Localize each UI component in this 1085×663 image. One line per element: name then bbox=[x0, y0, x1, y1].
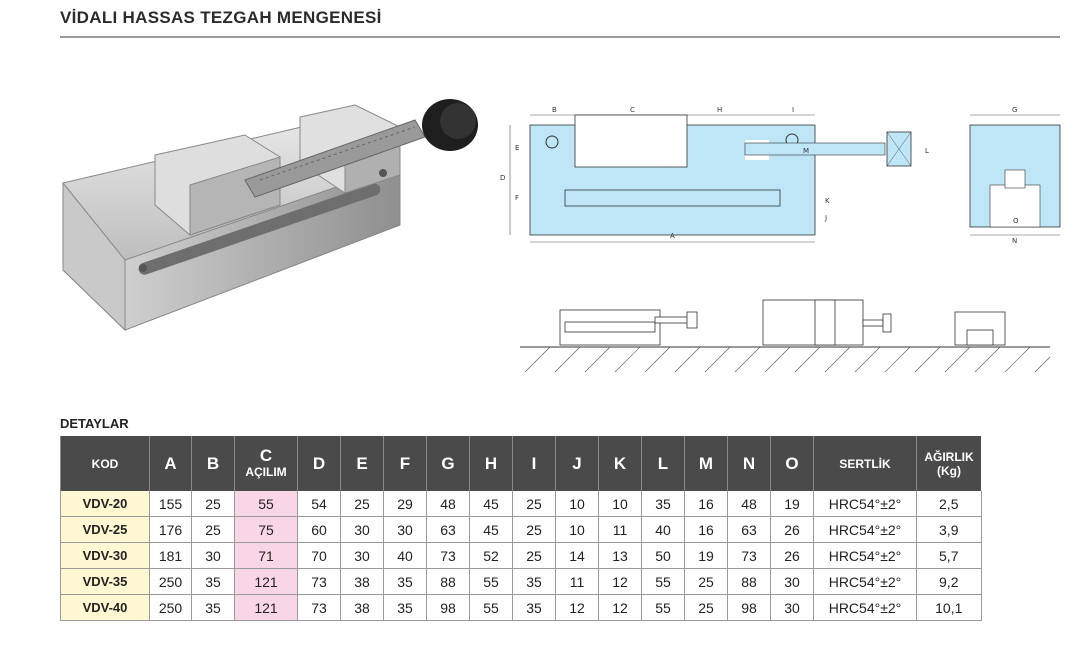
cell-sertlik: HRC54°±2° bbox=[814, 595, 917, 621]
table-row bbox=[61, 491, 982, 517]
cell-k: 12 bbox=[599, 595, 642, 621]
header-h: H bbox=[470, 436, 513, 491]
header-c-sub: AÇILIM bbox=[245, 464, 287, 479]
cell-k: 10 bbox=[599, 491, 642, 517]
header-agirlik-label: AĞIRLIK bbox=[924, 449, 974, 464]
cell-kod: VDV-35 bbox=[61, 569, 150, 595]
cell-a: 250 bbox=[150, 569, 192, 595]
cell-kod: VDV-30 bbox=[61, 543, 150, 569]
cell-f: 35 bbox=[384, 595, 427, 621]
cell-d: 54 bbox=[298, 491, 341, 517]
cell-l: 55 bbox=[642, 569, 685, 595]
cell-a: 176 bbox=[150, 517, 192, 543]
cell-i: 25 bbox=[513, 543, 556, 569]
cell-m: 16 bbox=[685, 517, 728, 543]
header-d: D bbox=[298, 436, 341, 491]
cell-a: 181 bbox=[150, 543, 192, 569]
cell-i: 35 bbox=[513, 595, 556, 621]
cell-h: 45 bbox=[470, 491, 513, 517]
technical-drawing bbox=[495, 95, 1075, 245]
cell-i: 35 bbox=[513, 569, 556, 595]
cell-j: 12 bbox=[556, 595, 599, 621]
dim-label-c: C bbox=[630, 106, 635, 114]
cell-m: 16 bbox=[685, 491, 728, 517]
cell-a: 250 bbox=[150, 595, 192, 621]
cell-h: 55 bbox=[470, 569, 513, 595]
cell-k: 11 bbox=[599, 517, 642, 543]
cell-kod: VDV-20 bbox=[61, 491, 150, 517]
header-c-letter: C bbox=[259, 445, 273, 465]
header-k: K bbox=[599, 436, 642, 491]
cell-agirlik: 2,5 bbox=[917, 491, 982, 517]
cell-d: 73 bbox=[298, 569, 341, 595]
title-divider bbox=[60, 36, 1060, 38]
header-o: O bbox=[771, 436, 814, 491]
header-n: N bbox=[728, 436, 771, 491]
cell-m: 19 bbox=[685, 543, 728, 569]
cell-h: 45 bbox=[470, 517, 513, 543]
cell-b: 25 bbox=[192, 491, 235, 517]
cell-n: 98 bbox=[728, 595, 771, 621]
cell-h: 55 bbox=[470, 595, 513, 621]
dim-label-g: G bbox=[1012, 106, 1018, 114]
header-agirlik-unit: (Kg) bbox=[937, 463, 961, 478]
cell-l: 35 bbox=[642, 491, 685, 517]
cell-e: 38 bbox=[341, 595, 384, 621]
cell-l: 40 bbox=[642, 517, 685, 543]
cell-m: 25 bbox=[685, 595, 728, 621]
cell-o: 26 bbox=[771, 517, 814, 543]
cell-d: 70 bbox=[298, 543, 341, 569]
cell-c: 121 bbox=[235, 595, 298, 621]
dim-label-j: J bbox=[825, 214, 828, 222]
dim-label-i: I bbox=[792, 106, 795, 114]
cell-o: 30 bbox=[771, 569, 814, 595]
cell-b: 35 bbox=[192, 595, 235, 621]
table-header-row bbox=[61, 436, 982, 491]
cell-c: 121 bbox=[235, 569, 298, 595]
cell-kod: VDV-40 bbox=[61, 595, 150, 621]
cell-m: 25 bbox=[685, 569, 728, 595]
cell-n: 48 bbox=[728, 491, 771, 517]
cell-o: 26 bbox=[771, 543, 814, 569]
header-l: L bbox=[642, 436, 685, 491]
cell-l: 50 bbox=[642, 543, 685, 569]
cell-c: 75 bbox=[235, 517, 298, 543]
cell-o: 30 bbox=[771, 595, 814, 621]
dim-label-k: K bbox=[825, 197, 830, 205]
spec-table bbox=[60, 436, 982, 621]
cell-n: 63 bbox=[728, 517, 771, 543]
header-g: G bbox=[427, 436, 470, 491]
header-sertlik: SERTLİK bbox=[814, 436, 917, 491]
cell-n: 88 bbox=[728, 569, 771, 595]
cell-f: 29 bbox=[384, 491, 427, 517]
dim-label-b: B bbox=[552, 106, 557, 114]
header-a: A bbox=[150, 436, 192, 491]
cell-agirlik: 3,9 bbox=[917, 517, 982, 543]
orientation-sketches bbox=[515, 292, 1060, 380]
dim-label-d: D bbox=[500, 174, 506, 182]
cell-k: 13 bbox=[599, 543, 642, 569]
cell-j: 10 bbox=[556, 491, 599, 517]
cell-g: 63 bbox=[427, 517, 470, 543]
cell-b: 30 bbox=[192, 543, 235, 569]
header-e: E bbox=[341, 436, 384, 491]
cell-l: 55 bbox=[642, 595, 685, 621]
cell-o: 19 bbox=[771, 491, 814, 517]
cell-j: 10 bbox=[556, 517, 599, 543]
cell-f: 30 bbox=[384, 517, 427, 543]
cell-a: 155 bbox=[150, 491, 192, 517]
table-row bbox=[61, 569, 982, 595]
cell-f: 35 bbox=[384, 569, 427, 595]
cell-sertlik: HRC54°±2° bbox=[814, 543, 917, 569]
cell-e: 30 bbox=[341, 543, 384, 569]
header-m: M bbox=[685, 436, 728, 491]
cell-sertlik: HRC54°±2° bbox=[814, 517, 917, 543]
cell-h: 52 bbox=[470, 543, 513, 569]
cell-e: 30 bbox=[341, 517, 384, 543]
page-title: VİDALI HASSAS TEZGAH MENGENESİ bbox=[60, 8, 382, 27]
cell-agirlik: 9,2 bbox=[917, 569, 982, 595]
cell-agirlik: 5,7 bbox=[917, 543, 982, 569]
vise-photo bbox=[55, 85, 495, 345]
section-title: DETAYLAR bbox=[60, 416, 129, 431]
table-row bbox=[61, 517, 982, 543]
cell-c: 55 bbox=[235, 491, 298, 517]
cell-i: 25 bbox=[513, 491, 556, 517]
cell-n: 73 bbox=[728, 543, 771, 569]
dim-label-m: M bbox=[803, 147, 810, 155]
cell-sertlik: HRC54°±2° bbox=[814, 491, 917, 517]
header-kod: KOD bbox=[61, 436, 150, 491]
cell-e: 38 bbox=[341, 569, 384, 595]
header-b: B bbox=[192, 436, 235, 491]
cell-g: 98 bbox=[427, 595, 470, 621]
table-row bbox=[61, 543, 982, 569]
cell-kod: VDV-25 bbox=[61, 517, 150, 543]
cell-g: 73 bbox=[427, 543, 470, 569]
cell-b: 25 bbox=[192, 517, 235, 543]
cell-c: 71 bbox=[235, 543, 298, 569]
cell-sertlik: HRC54°±2° bbox=[814, 569, 917, 595]
cell-j: 11 bbox=[556, 569, 599, 595]
dim-label-n: N bbox=[1012, 237, 1018, 245]
cell-j: 14 bbox=[556, 543, 599, 569]
cell-k: 12 bbox=[599, 569, 642, 595]
header-c bbox=[235, 436, 298, 491]
header-i: I bbox=[513, 436, 556, 491]
dim-label-o: O bbox=[1013, 217, 1019, 225]
cell-agirlik: 10,1 bbox=[917, 595, 982, 621]
table-row bbox=[61, 595, 982, 621]
header-j: J bbox=[556, 436, 599, 491]
dim-label-e: E bbox=[515, 144, 520, 152]
cell-g: 88 bbox=[427, 569, 470, 595]
cell-e: 25 bbox=[341, 491, 384, 517]
cell-b: 35 bbox=[192, 569, 235, 595]
dim-label-h: H bbox=[717, 106, 723, 114]
dim-label-l: L bbox=[925, 147, 929, 155]
dim-label-f: F bbox=[515, 194, 520, 202]
header-agirlik bbox=[917, 436, 982, 491]
cell-f: 40 bbox=[384, 543, 427, 569]
cell-d: 60 bbox=[298, 517, 341, 543]
cell-d: 73 bbox=[298, 595, 341, 621]
dim-label-a: A bbox=[670, 232, 675, 240]
header-f: F bbox=[384, 436, 427, 491]
cell-i: 25 bbox=[513, 517, 556, 543]
cell-g: 48 bbox=[427, 491, 470, 517]
